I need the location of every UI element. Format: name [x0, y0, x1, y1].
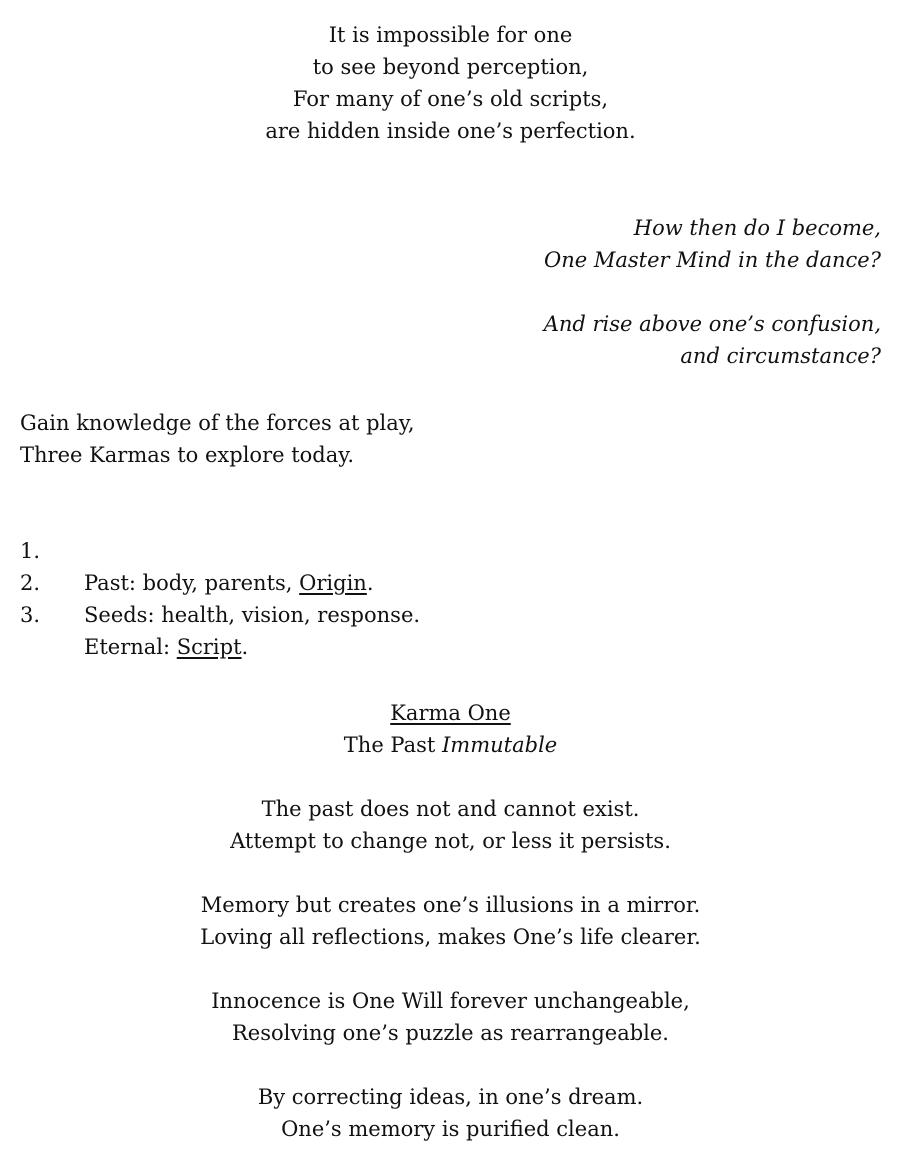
list-number: 1.: [20, 539, 41, 563]
question-line: And rise above one’s confusion,: [543, 312, 881, 336]
list-number: 3.: [20, 603, 41, 627]
list-item-text: Eternal: Script.: [84, 635, 249, 659]
list-item-text: Past: body, parents, Origin.: [84, 571, 374, 595]
list-item-text: Seeds: health, vision, response.: [84, 603, 421, 627]
question-line: and circumstance?: [680, 344, 881, 368]
opening-line: are hidden inside one’s perfection.: [265, 119, 636, 143]
opening-line: It is impossible for one: [328, 23, 573, 47]
opening-line: to see beyond perception,: [312, 55, 589, 79]
question-stanza: [544, 212, 881, 372]
question-line: How then do I become,: [633, 216, 881, 240]
karma-one-line: By correcting ideas, in one’s dream.: [257, 1085, 644, 1109]
list-number: 2.: [20, 571, 41, 595]
knowledge-line: Gain knowledge of the forces at play,: [20, 411, 415, 435]
karma-one-line: Innocence is One Will forever unchangeable,: [211, 989, 690, 1013]
knowledge-line: Three Karmas to explore today.: [20, 443, 355, 467]
karma-one-line: One’s memory is purified clean.: [281, 1117, 620, 1141]
script-link-text: Script: [176, 635, 242, 659]
karma-one-subheading: The Past Immutable: [343, 733, 558, 757]
knowledge-stanza: [20, 407, 620, 659]
opening-line: For many of one’s old scripts,: [292, 87, 609, 111]
karma-one-line: Memory but creates one’s illusions in a mirror.: [200, 893, 701, 917]
karma-one-line: Loving all reflections, makes One’s life clearer.: [200, 925, 701, 949]
karma-one-section: [0, 697, 901, 1145]
karma-one-line: The past does not and cannot exist.: [261, 797, 640, 821]
karma-one-line: Resolving one’s puzzle as rearrangeable.: [232, 1021, 669, 1045]
origin-link-text: Origin: [299, 571, 367, 595]
karma-one-heading: Karma One: [390, 701, 511, 725]
karma-list-item: [20, 503, 620, 595]
karma-one-line: Attempt to change not, or less it persists.: [230, 829, 671, 853]
opening-stanza: [0, 19, 901, 147]
question-line: One Master Mind in the dance?: [543, 248, 881, 272]
